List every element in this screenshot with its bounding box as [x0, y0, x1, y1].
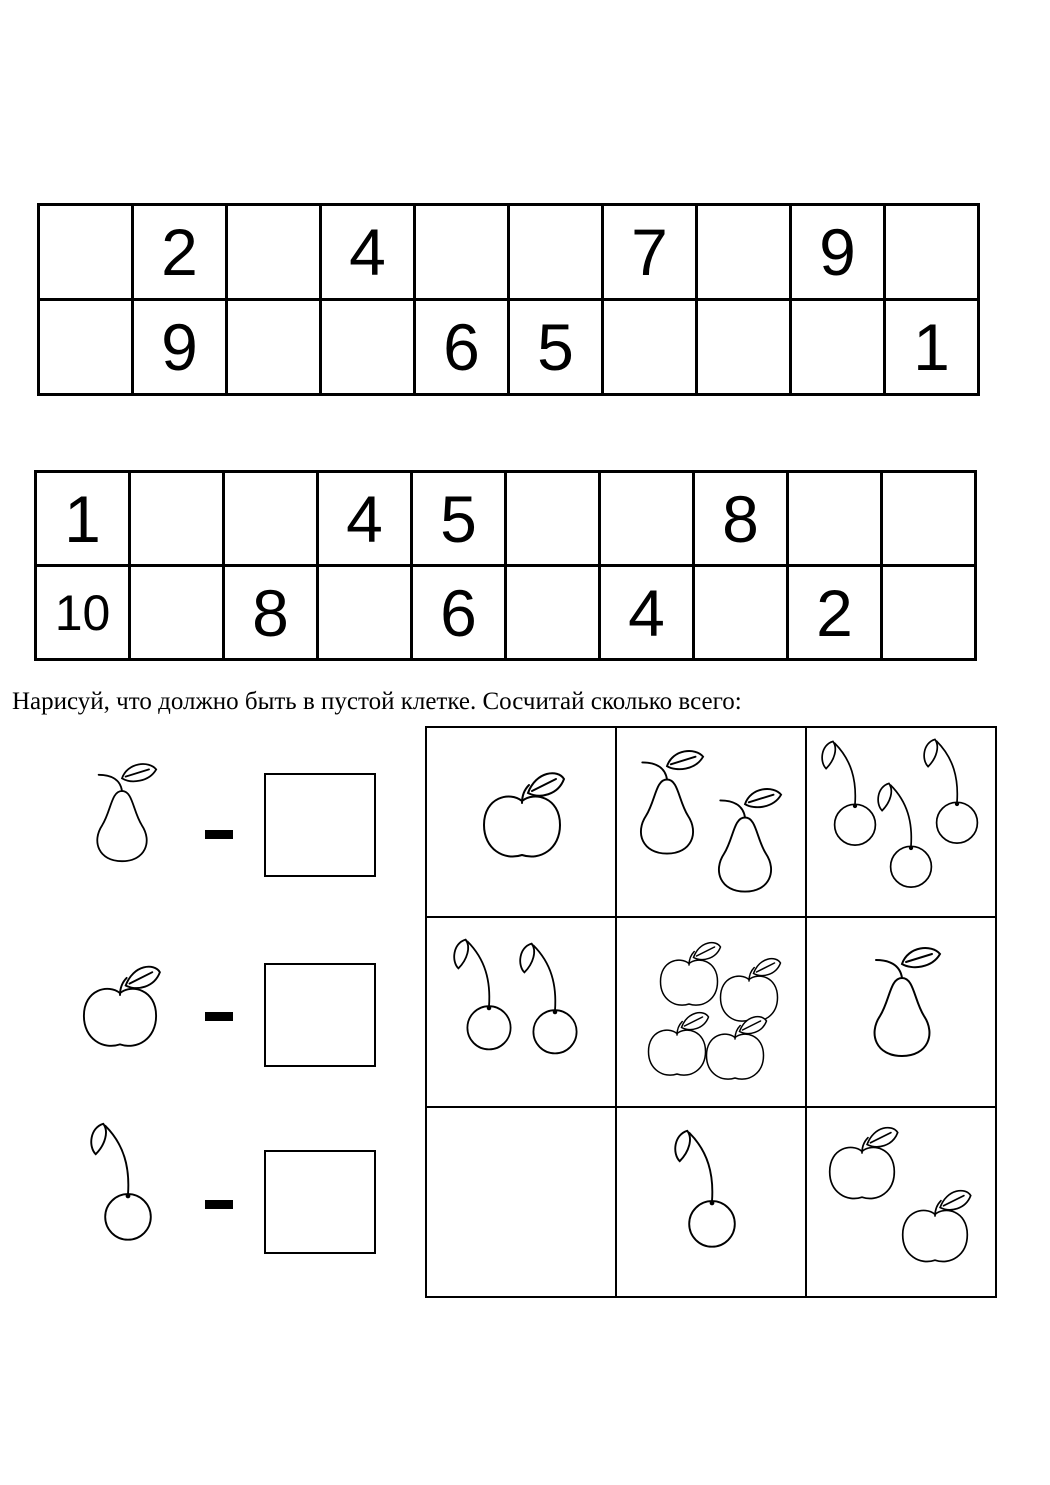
picture-cell-pear: [807, 918, 997, 1108]
empty-number-cell[interactable]: [603, 300, 697, 395]
grid-row: [39, 300, 979, 395]
empty-number-cell[interactable]: [130, 472, 224, 566]
picture-cell-cherry: [617, 1108, 807, 1298]
empty-number-cell[interactable]: [321, 300, 415, 395]
empty-number-cell[interactable]: [882, 566, 976, 660]
number-cell: 6: [415, 300, 509, 395]
number-cell: 6: [412, 566, 506, 660]
empty-number-cell[interactable]: [130, 566, 224, 660]
number-cell: 10: [36, 566, 130, 660]
dash-mark: [205, 1200, 233, 1209]
picture-cell-cherry: [807, 728, 997, 918]
picture-cell-apple: [617, 918, 807, 1108]
instruction-text: Нарисуй, что должно быть в пустой клетке. Сосчитай сколько всего:: [12, 688, 742, 715]
empty-number-cell[interactable]: [39, 205, 133, 300]
empty-number-cell[interactable]: [885, 205, 979, 300]
number-cell: 9: [133, 300, 227, 395]
grid-row: [36, 566, 976, 660]
picture-cell-cherry: [427, 918, 617, 1108]
empty-number-cell[interactable]: [227, 300, 321, 395]
empty-number-cell[interactable]: [697, 300, 791, 395]
picture-cell-pear: [617, 728, 807, 918]
number-cell: 4: [321, 205, 415, 300]
empty-number-cell[interactable]: [697, 205, 791, 300]
number-cell: 5: [509, 300, 603, 395]
empty-number-cell[interactable]: [791, 300, 885, 395]
grid-row: [39, 205, 979, 300]
number-cell: 9: [791, 205, 885, 300]
number-cell: 1: [36, 472, 130, 566]
number-cell: 8: [224, 566, 318, 660]
picture-cell-apple: [427, 728, 617, 918]
empty-number-cell[interactable]: [506, 472, 600, 566]
empty-number-cell[interactable]: [318, 566, 412, 660]
empty-number-cell[interactable]: [788, 472, 882, 566]
answer-box[interactable]: [264, 1150, 376, 1254]
empty-number-cell[interactable]: [506, 566, 600, 660]
empty-number-cell[interactable]: [694, 566, 788, 660]
grid-row: [36, 472, 976, 566]
pear-icon: [0, 0, 240, 913]
number-cell: 7: [603, 205, 697, 300]
picture-grid: [425, 726, 997, 1298]
answer-box[interactable]: [264, 773, 376, 877]
number-grid-1: [37, 203, 980, 396]
empty-number-cell[interactable]: [600, 472, 694, 566]
empty-number-cell[interactable]: [227, 205, 321, 300]
empty-number-cell[interactable]: [882, 472, 976, 566]
dash-mark: [205, 830, 233, 839]
empty-number-cell[interactable]: [39, 300, 133, 395]
answer-box[interactable]: [264, 963, 376, 1067]
number-cell: 4: [318, 472, 412, 566]
number-cell: 1: [885, 300, 979, 395]
number-cell: 4: [600, 566, 694, 660]
picture-cell-apple: [807, 1108, 997, 1298]
empty-number-cell[interactable]: [415, 205, 509, 300]
empty-number-cell[interactable]: [224, 472, 318, 566]
dash-mark: [205, 1012, 233, 1021]
number-cell: 2: [133, 205, 227, 300]
number-grid-2: [34, 470, 977, 661]
number-cell: 8: [694, 472, 788, 566]
empty-number-cell[interactable]: [509, 205, 603, 300]
number-cell: 2: [788, 566, 882, 660]
number-cell: 5: [412, 472, 506, 566]
empty-picture-cell[interactable]: [427, 1108, 617, 1298]
